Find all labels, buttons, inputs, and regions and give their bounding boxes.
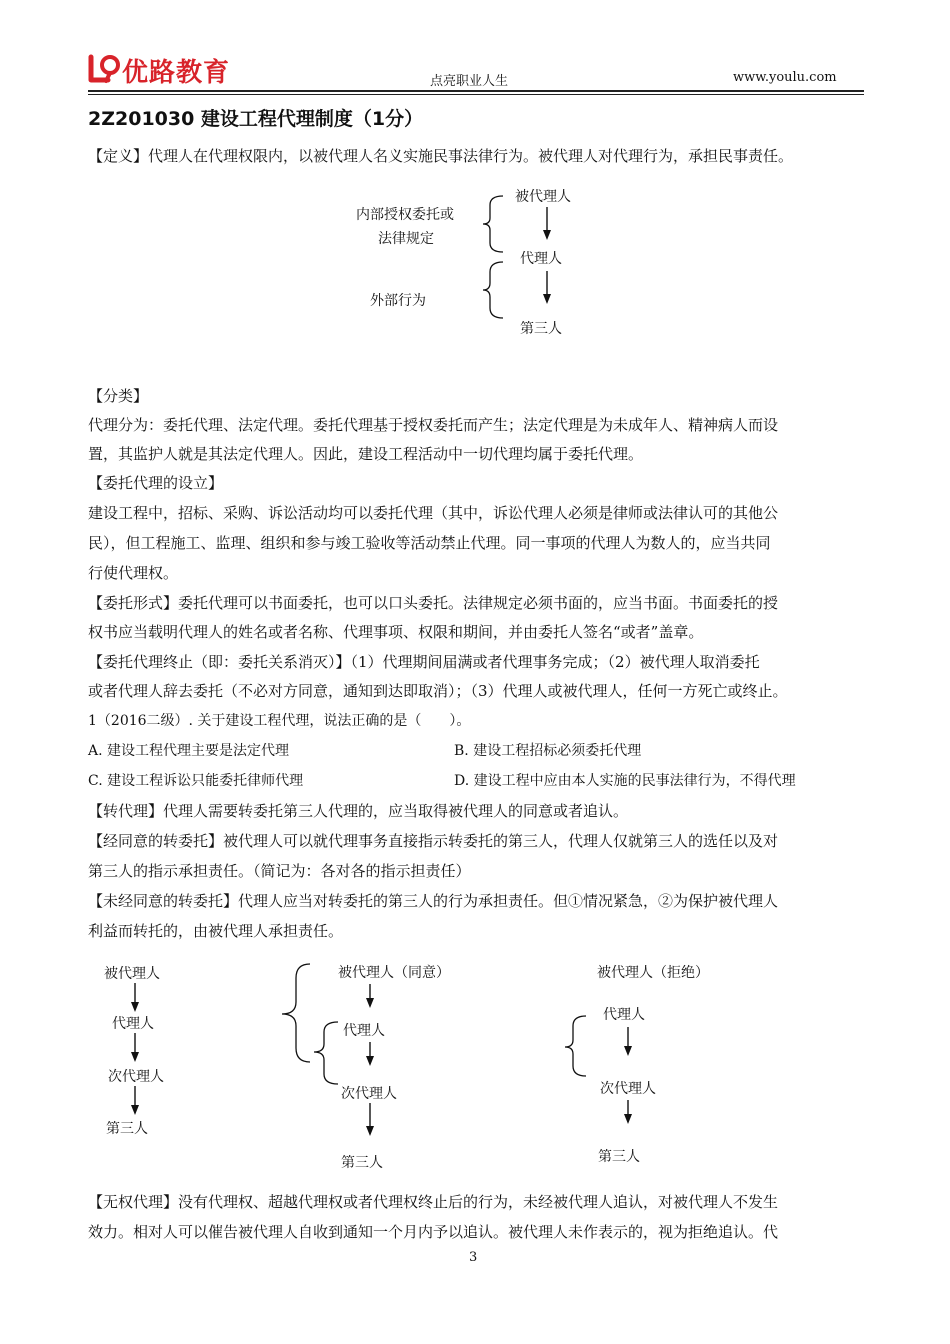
diagram2-a-sub-agent: 次代理人 — [108, 1069, 164, 1085]
diagram1-left-bottom: 外部行为 — [370, 293, 426, 309]
unagreed-transfer-line-1: 【未经同意的转委托】代理人应当对转委托的第三人的行为承担责任。但①情况紧急，②为保护被代理人 — [88, 892, 779, 910]
unagreed-transfer-line-2: 利益而转托的，由被代理人承担责任。 — [88, 922, 344, 940]
diagram1-left-top-line2: 法律规定 — [378, 231, 434, 247]
diagram2-a-principal: 被代理人 — [104, 966, 160, 982]
setup-line-1: 建设工程中，招标、采购、诉讼活动均可以委托代理（其中，诉讼代理人必须是律师或法律认可的其他公 — [88, 504, 779, 522]
classify-heading: 【分类】 — [88, 387, 149, 405]
form-line-2: 权书应当载明代理人的姓名或者名称、代理事项、权限和期间，并由委托人签名“或者”盖章。 — [88, 623, 704, 641]
diagram2-b-principal-agreed: 被代理人（同意） — [338, 965, 450, 981]
transfer-paragraph: 【转代理】代理人需要转委托第三人代理的，应当取得被代理人的同意或者追认。 — [88, 802, 629, 820]
diagram1-node-principal: 被代理人 — [515, 189, 571, 205]
diagram2-b-sub-agent: 次代理人 — [341, 1086, 397, 1102]
diagram2-a-third-party: 第三人 — [106, 1121, 148, 1137]
diagram2-b-agent: 代理人 — [343, 1023, 385, 1039]
classify-line-1: 代理分为：委托代理、法定代理。委托代理基于授权委托而产生；法定代理是为未成年人、精神病人而设 — [88, 416, 779, 434]
definition-paragraph: 【定义】代理人在代理权限内，以被代理人名义实施民事法律行为。被代理人对代理行为，承担民事责任。 — [88, 147, 794, 165]
form-line-1: 【委托形式】委托代理可以书面委托，也可以口头委托。法律规定必须书面的，应当书面。书面委托的授 — [88, 594, 779, 612]
diagram1-left-top-line1: 内部授权委托或 — [356, 207, 454, 223]
diagram2-a-agent: 代理人 — [112, 1016, 154, 1032]
header-url: www.youlu.com — [733, 70, 837, 85]
setup-heading: 【委托代理的设立】 — [88, 474, 224, 492]
diagram1-node-third-party: 第三人 — [520, 321, 562, 337]
option-c: C. 建设工程诉讼只能委托律师代理 — [88, 773, 304, 789]
diagram2-c-sub-agent: 次代理人 — [600, 1081, 656, 1097]
diagram2-c-principal-refused: 被代理人（拒绝） — [597, 965, 709, 981]
termination-line-1: 【委托代理终止（即：委托关系消灭）】（1）代理期间届满或者代理事务完成；（2）被代理人取消委托 — [88, 653, 760, 671]
diagram2-c-third-party: 第三人 — [598, 1149, 640, 1165]
agreed-transfer-line-1: 【经同意的转委托】被代理人可以就代理事务直接指示转委托的第三人，代理人仅就第三人的选任以及对 — [88, 832, 779, 850]
header-slogan: 点亮职业人生 — [430, 74, 509, 89]
unauthorized-agency-line-1: 【无权代理】没有代理权、超越代理权或者代理权终止后的行为，未经被代理人追认，对被代理人不发生 — [88, 1193, 779, 1211]
classify-line-2: 置，其监护人就是其法定代理人。因此，建设工程活动中一切代理均属于委托代理。 — [88, 445, 644, 463]
option-a: A. 建设工程代理主要是法定代理 — [88, 743, 290, 759]
logo-text: 优路教育 — [122, 58, 231, 88]
termination-line-2: 或者代理人辞去委托（不必对方同意，通知到达即取消）；（3）代理人或被代理人，任何一方死亡或终止。 — [88, 682, 788, 700]
unauthorized-agency-line-2: 效力。相对人可以催告被代理人自收到通知一个月内予以追认。被代理人未作表示的，视为拒绝追认。代 — [88, 1223, 779, 1241]
question-stem: 1（2016二级）. 关于建设工程代理，说法正确的是（ ）。 — [88, 713, 471, 729]
setup-line-2: 民），但工程施工、监理、组织和参与竣工验收等活动禁止代理。同一事项的代理人为数人的，应当共同 — [88, 534, 771, 552]
setup-line-3: 行使代理权。 — [88, 564, 179, 582]
diagram1-node-agent: 代理人 — [520, 251, 562, 267]
section-title: 2Z201030 建设工程代理制度（1分） — [88, 108, 424, 130]
option-d: D. 建设工程中应由本人实施的民事法律行为，不得代理 — [454, 773, 796, 789]
diagram2-b-third-party: 第三人 — [341, 1155, 383, 1171]
option-b: B. 建设工程招标必须委托代理 — [454, 743, 642, 759]
diagram2-c-agent: 代理人 — [603, 1007, 645, 1023]
page-number: 3 — [469, 1250, 478, 1265]
agreed-transfer-line-2: 第三人的指示承担责任。（简记为：各对各的指示担责任） — [88, 862, 471, 880]
